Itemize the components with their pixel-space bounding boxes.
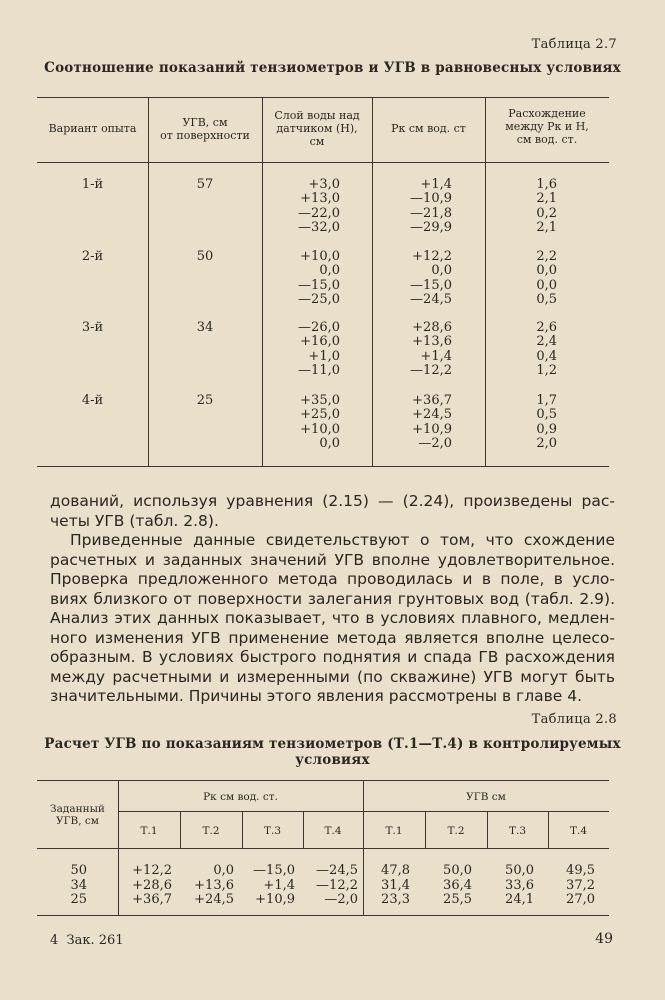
ugv-cell: 25 bbox=[196, 393, 214, 408]
text-line: ного изменения УГВ применение метода является вполне целесо- bbox=[50, 628, 615, 647]
diff-cell: 1,6 bbox=[536, 177, 557, 192]
variant-cell: 1-й bbox=[81, 177, 104, 192]
header-ugv-group: УГВ см bbox=[466, 791, 506, 803]
header-water-layer: Слой воды над датчиком (H), см bbox=[274, 109, 360, 148]
pk-cell: +12,2 bbox=[412, 249, 452, 264]
value-cell: 33,6 bbox=[505, 877, 534, 893]
pk-cell: —2,0 bbox=[418, 436, 452, 452]
text-line: виях близкого от поверхности залегания грунтовых вод (табл. 2.9). bbox=[50, 589, 615, 608]
pk-cell: —12,2 bbox=[410, 363, 452, 379]
h-cell: +10,0 bbox=[300, 421, 340, 437]
sub-header: Т.2 bbox=[447, 825, 465, 837]
value-cell: 27,0 bbox=[566, 892, 595, 907]
h-cell: —11,0 bbox=[298, 363, 340, 379]
h-cell: 0,0 bbox=[319, 436, 340, 452]
text-line: образным. В условиях быстрого поднятия и спада ГВ расхождения bbox=[50, 648, 615, 666]
value-cell: 31,4 bbox=[381, 877, 410, 893]
variant-cell: 4-й bbox=[81, 393, 104, 408]
value-cell: 25,5 bbox=[443, 892, 472, 907]
diff-cell: 0,4 bbox=[536, 348, 557, 364]
value-cell: —24,5 bbox=[316, 863, 358, 878]
given-cell: 25 bbox=[70, 892, 87, 907]
variant-cell: 2-й bbox=[81, 249, 104, 264]
diff-cell: 1,2 bbox=[536, 363, 557, 379]
table-caption: Таблица 2.7 bbox=[531, 37, 617, 52]
h-cell: +1,0 bbox=[308, 348, 340, 364]
diff-cell: 2,4 bbox=[536, 334, 557, 350]
diff-cell: 2,0 bbox=[536, 436, 557, 452]
text-line: расчетных и заданных значений УГВ вполне удовлетворительное. bbox=[50, 550, 615, 569]
printer-mark: 4 Зак. 261 bbox=[50, 933, 124, 948]
sub-header: Т.4 bbox=[324, 825, 342, 837]
value-cell: 37,2 bbox=[566, 877, 595, 893]
value-cell: 0,0 bbox=[213, 863, 234, 878]
sub-header: Т.2 bbox=[202, 825, 220, 837]
text-line: дований, используя уравнения (2.15) — (2.24), произведены рас- bbox=[50, 492, 615, 510]
h-cell: 0,0 bbox=[319, 263, 340, 279]
text-line: четы УГВ (табл. 2.8). bbox=[50, 511, 219, 530]
variant-cell: 3-й bbox=[81, 320, 104, 335]
value-cell: 24,1 bbox=[505, 892, 534, 907]
header-pk: Pк см вод. ст bbox=[391, 122, 466, 135]
header-variant: Вариант опыта bbox=[48, 122, 137, 135]
value-cell: +10,9 bbox=[255, 892, 295, 907]
h-cell: +3,0 bbox=[308, 177, 340, 192]
h-cell: +13,0 bbox=[300, 191, 340, 207]
pk-cell: +1,4 bbox=[420, 177, 452, 192]
header-pk-group: Pк см вод. ст. bbox=[203, 791, 278, 803]
table-title: Расчет УГВ по показаниям тензиометров (Т.1—Т.4) в контролируемых bbox=[44, 736, 621, 752]
pk-cell: —10,9 bbox=[410, 191, 452, 207]
value-cell: +24,5 bbox=[194, 892, 234, 907]
diff-cell: 2,2 bbox=[536, 249, 557, 264]
h-cell: —26,0 bbox=[298, 320, 340, 335]
given-cell: 50 bbox=[70, 863, 87, 878]
diff-cell: 0,2 bbox=[536, 205, 557, 221]
pk-cell: —21,8 bbox=[410, 205, 452, 221]
diff-cell: 0,5 bbox=[536, 292, 557, 308]
diff-cell: 1,7 bbox=[536, 393, 557, 408]
sub-header: Т.4 bbox=[569, 825, 588, 837]
h-cell: —15,0 bbox=[298, 277, 340, 293]
diff-cell: 2,1 bbox=[536, 191, 557, 207]
text-line: Проверка предложенного метода проводилась и в поле, в усло- bbox=[50, 570, 615, 588]
value-cell: 50,0 bbox=[505, 863, 534, 878]
value-cell: +36,7 bbox=[132, 892, 172, 907]
sub-header: Т.3 bbox=[508, 825, 527, 837]
text-line: Анализ этих данных показывает, что в условиях плавного, медлен- bbox=[50, 609, 615, 627]
header-ugv: УГВ, см от поверхности bbox=[160, 116, 250, 142]
diff-cell: 0,9 bbox=[536, 421, 557, 437]
pk-cell: —24,5 bbox=[410, 292, 452, 308]
ugv-cell: 34 bbox=[196, 320, 214, 335]
pk-cell: +36,7 bbox=[412, 393, 452, 408]
h-cell: —32,0 bbox=[298, 220, 340, 236]
value-cell: 23,3 bbox=[381, 892, 410, 907]
table-title: Соотношение показаний тензиометров и УГВ в равновесных условиях bbox=[44, 60, 621, 76]
value-cell: —2,0 bbox=[324, 892, 358, 907]
pk-cell: +13,6 bbox=[412, 334, 452, 350]
page-number: 49 bbox=[595, 931, 613, 947]
text-line: между расчетными и измеренными (по скважине) УГВ могут быть bbox=[50, 667, 615, 686]
h-cell: +10,0 bbox=[300, 249, 340, 264]
text-line: значительными. Причины этого явления рассмотрены в главе 4. bbox=[50, 687, 582, 705]
diff-cell: 0,0 bbox=[536, 277, 557, 293]
value-cell: 47,8 bbox=[381, 863, 410, 878]
value-cell: +12,2 bbox=[132, 863, 172, 878]
ugv-cell: 57 bbox=[196, 177, 214, 192]
pk-cell: —15,0 bbox=[410, 277, 452, 293]
h-cell: +25,0 bbox=[300, 407, 340, 423]
diff-cell: 2,1 bbox=[536, 220, 557, 236]
sub-header: Т.1 bbox=[140, 825, 158, 837]
diff-cell: 0,0 bbox=[536, 263, 557, 279]
h-cell: +35,0 bbox=[300, 393, 340, 408]
value-cell: 49,5 bbox=[566, 863, 595, 878]
value-cell: 50,0 bbox=[443, 863, 472, 878]
ugv-cell: 50 bbox=[196, 249, 214, 264]
h-cell: —22,0 bbox=[298, 205, 340, 221]
value-cell: 36,4 bbox=[443, 877, 472, 893]
value-cell: —15,0 bbox=[253, 863, 295, 878]
pk-cell: +1,4 bbox=[420, 348, 452, 364]
diff-cell: 2,6 bbox=[536, 320, 557, 335]
table-title-cont: условиях bbox=[295, 752, 370, 768]
table-caption: Таблица 2.8 bbox=[531, 712, 617, 727]
body-text bbox=[50, 492, 615, 707]
value-cell: +28,6 bbox=[132, 877, 172, 893]
text-line: Приведенные данные свидетельствуют о том, что схождение bbox=[70, 531, 615, 549]
value-cell: —12,2 bbox=[316, 877, 358, 893]
pk-cell: +10,9 bbox=[412, 421, 452, 437]
sub-header: Т.1 bbox=[385, 825, 403, 837]
pk-cell: 0,0 bbox=[431, 263, 452, 279]
value-cell: +13,6 bbox=[194, 877, 234, 893]
pk-cell: —29,9 bbox=[410, 220, 452, 236]
pk-cell: +28,6 bbox=[412, 320, 452, 335]
value-cell: +1,4 bbox=[263, 877, 295, 893]
h-cell: —25,0 bbox=[298, 292, 340, 308]
header-given-ugv: Заданный УГВ, см bbox=[50, 803, 105, 827]
pk-cell: +24,5 bbox=[412, 407, 452, 423]
header-diff: Расхождение между Pк и H, см вод. ст. bbox=[505, 107, 589, 146]
diff-cell: 0,5 bbox=[536, 407, 557, 423]
given-cell: 34 bbox=[70, 877, 87, 893]
h-cell: +16,0 bbox=[300, 334, 340, 350]
sub-header: Т.3 bbox=[263, 825, 282, 837]
